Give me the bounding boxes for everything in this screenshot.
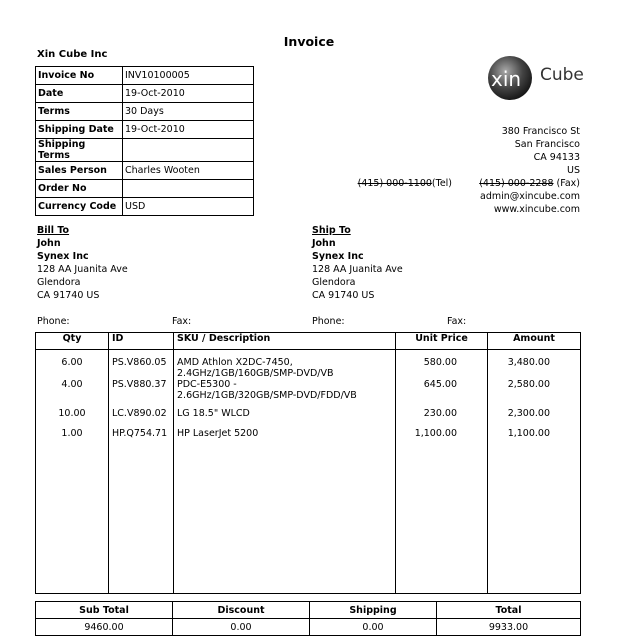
address-website: www.xincube.com (493, 204, 580, 215)
item-qty: 10.00 (36, 408, 109, 428)
meta-label: Sales Person (36, 162, 123, 180)
item-unit-price: 1,100.00 (396, 428, 488, 448)
ship-to-city: Glendora (312, 277, 356, 288)
item-desc-line1: HP LaserJet 5200 (177, 428, 259, 439)
meta-value (123, 180, 254, 198)
bill-to-city: Glendora (37, 277, 81, 288)
meta-value: 19-Oct-2010 (123, 85, 254, 103)
ship-to-state-zip: CA 91740 US (312, 290, 375, 301)
tel-label: (Tel) (431, 178, 453, 189)
ship-to-street: 128 AA Juanita Ave (312, 264, 403, 275)
item-id: LC.V890.02 (109, 408, 174, 428)
item-amount: 2,580.00 (488, 379, 581, 408)
item-description (174, 428, 396, 448)
ship-to-phone-label: Phone: (312, 316, 345, 327)
tel-number: (415) 000-1100 (357, 178, 432, 189)
item-id: HP.Q754.71 (109, 428, 174, 448)
meta-label: Shipping Terms (36, 139, 123, 162)
item-description (174, 350, 396, 380)
address-street: 380 Francisco St (501, 126, 580, 137)
invoice-meta-table (35, 66, 254, 216)
meta-value: INV10100005 (123, 67, 254, 85)
meta-label: Terms (36, 103, 123, 121)
meta-row (36, 67, 254, 85)
table-filler-row (36, 448, 581, 593)
item-unit-price: 580.00 (396, 350, 488, 380)
item-amount: 2,300.00 (488, 408, 581, 428)
meta-row (36, 139, 254, 162)
bill-to-block (37, 224, 128, 302)
bill-to-heading: Bill To (37, 225, 70, 236)
fax-number: (415) 000-2288 (479, 178, 554, 189)
item-qty: 1.00 (36, 428, 109, 448)
col-sku-header: SKU / Description (174, 333, 396, 350)
invoice-title: Invoice (283, 34, 335, 49)
item-desc-line1: AMD Athlon X2DC-7450, (177, 357, 293, 368)
meta-row (36, 180, 254, 198)
empty-cell (396, 448, 488, 593)
shipping-value: 0.00 (310, 619, 437, 636)
item-amount: 1,100.00 (488, 428, 581, 448)
item-desc-line2: 2.4GHz/1GB/160GB/SMP-DVD/VB (177, 368, 334, 379)
item-desc-line1: LG 18.5" WLCD (177, 408, 250, 419)
fax-label: (Fax) (556, 178, 580, 189)
address-city: San Francisco (514, 139, 580, 150)
meta-value: USD (123, 198, 254, 216)
item-desc-line1: PDC-E5300 - (177, 379, 237, 390)
empty-cell (174, 448, 396, 593)
item-desc-line2: 2.6GHz/1GB/320GB/SMP-DVD/FDD/VB (177, 390, 357, 401)
bill-to-state-zip: CA 91740 US (37, 290, 100, 301)
ship-to-block (312, 224, 403, 302)
ship-to-fax-label: Fax: (447, 316, 467, 327)
subtotal-value: 9460.00 (36, 619, 173, 636)
meta-label: Date (36, 85, 123, 103)
address-country: US (567, 165, 580, 176)
meta-label: Order No (36, 180, 123, 198)
address-phone-fax (358, 177, 580, 190)
item-id: PS.V880.37 (109, 379, 174, 408)
table-row (36, 350, 581, 380)
address-email: admin@xincube.com (480, 191, 580, 202)
logo-text-cube: Cube (540, 65, 584, 85)
col-qty-header: Qty (36, 333, 109, 350)
meta-label: Invoice No (36, 67, 123, 85)
item-description (174, 379, 396, 408)
subtotal-header: Sub Total (36, 602, 173, 619)
company-address (358, 125, 580, 216)
bill-to-company: Synex Inc (37, 251, 89, 262)
ship-to-heading: Ship To (312, 225, 351, 236)
item-unit-price: 230.00 (396, 408, 488, 428)
col-amount-header: Amount (488, 333, 581, 350)
discount-value: 0.00 (173, 619, 310, 636)
meta-value: Charles Wooten (123, 162, 254, 180)
discount-header: Discount (173, 602, 310, 619)
empty-cell (36, 448, 109, 593)
item-unit-price: 645.00 (396, 379, 488, 408)
item-qty: 4.00 (36, 379, 109, 408)
total-header: Total (437, 602, 581, 619)
company-logo (486, 56, 586, 104)
meta-row (36, 198, 254, 216)
item-qty: 6.00 (36, 350, 109, 380)
meta-value: 30 Days (123, 103, 254, 121)
summary-table (35, 601, 581, 636)
item-description (174, 408, 396, 428)
meta-label: Shipping Date (36, 121, 123, 139)
meta-row (36, 85, 254, 103)
col-unit-price-header: Unit Price (396, 333, 488, 350)
line-items-table (35, 332, 581, 594)
col-id-header: ID (109, 333, 174, 350)
address-state-zip: CA 94133 (533, 152, 580, 163)
bill-to-fax-label: Fax: (172, 316, 192, 327)
table-row (36, 379, 581, 408)
item-id: PS.V860.05 (109, 350, 174, 380)
bill-to-phone-label: Phone: (37, 316, 70, 327)
meta-value (123, 139, 254, 162)
company-name: Xin Cube Inc (37, 49, 108, 60)
meta-row (36, 103, 254, 121)
logo-text-xin: xin (491, 67, 522, 91)
table-row (36, 408, 581, 428)
meta-value: 19-Oct-2010 (123, 121, 254, 139)
bill-to-name: John (37, 238, 61, 249)
meta-row (36, 121, 254, 139)
ship-to-company: Synex Inc (312, 251, 364, 262)
total-value: 9933.00 (437, 619, 581, 636)
ship-to-name: John (312, 238, 336, 249)
table-row (36, 428, 581, 448)
shipping-header: Shipping (310, 602, 437, 619)
empty-cell (109, 448, 174, 593)
empty-cell (488, 448, 581, 593)
meta-row (36, 162, 254, 180)
meta-label: Currency Code (36, 198, 123, 216)
bill-to-street: 128 AA Juanita Ave (37, 264, 128, 275)
item-amount: 3,480.00 (488, 350, 581, 380)
